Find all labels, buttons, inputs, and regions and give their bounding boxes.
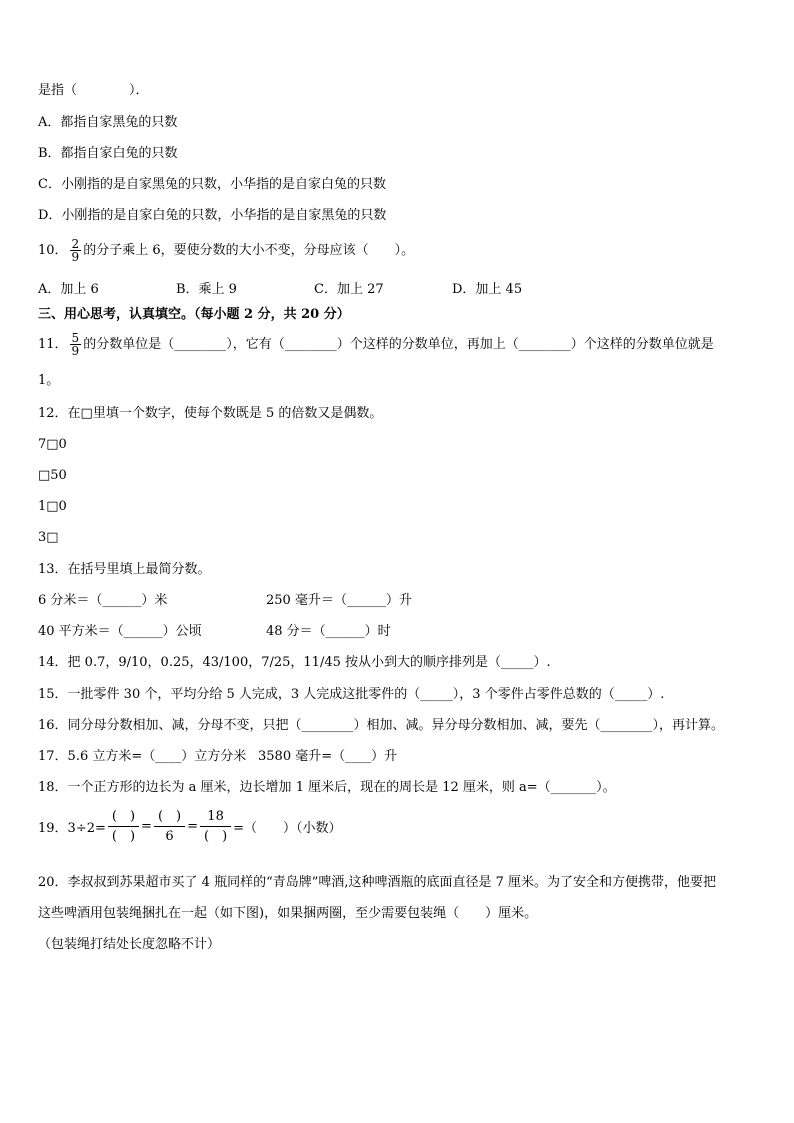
q19-lead: 19．3÷2=	[38, 821, 106, 836]
q10-fraction-denominator: 9	[71, 250, 80, 264]
q19-question	[38, 808, 342, 845]
q19-fraction-3	[200, 808, 231, 845]
q10-option-a: A．加上 6	[38, 282, 99, 297]
q11-question	[38, 332, 714, 357]
q11-fraction-numerator: 5	[71, 331, 80, 345]
section-3-heading: 三、用心思考，认真填空。（每小题 2 分，共 20 分）	[38, 307, 350, 322]
q19-fraction-2-denominator: 6	[165, 829, 174, 844]
q13-row-1	[38, 592, 412, 610]
q13-row2-left: 40 平方米＝（______）公顷	[38, 624, 202, 639]
q11-fraction	[70, 332, 82, 357]
q13-row1-right: 250 毫升＝（______）升	[266, 593, 412, 608]
q10-option-b: B．乘上 9	[176, 282, 237, 297]
q9-option-d: D．小刚指的是自家白兔的只数，小华指的是自家黑兔的只数	[38, 208, 387, 223]
q11-fraction-denominator: 9	[71, 344, 80, 358]
q9-option-a: A．都指自家黑兔的只数	[38, 115, 178, 130]
q12-item: □50	[38, 468, 67, 483]
q10-question	[38, 238, 414, 263]
q13-row-2	[38, 623, 391, 641]
q17-left: 17．5.6 立方米=（____）立方分米	[38, 749, 247, 764]
q20-line-2: 这些啤酒用包装绳捆扎在一起（如下图)，如果捆两圈，至少需要包装绳（ ）厘米。	[38, 906, 538, 921]
q12-question: 12．在□里填一个数字，使每个数既是 5 的倍数又是偶数。	[38, 406, 383, 421]
q13-row1-left: 6 分米＝（______）米	[38, 593, 168, 608]
q20-line-3: （包装绳打结处长度忽略不计）	[38, 937, 221, 952]
q14-question: 14．把 0.7，9/10，0.25，43/100，7/25，11/45 按从小到大的顺序排列是（_____）.	[38, 655, 551, 670]
q11-text: 的分数单位是（________），它有（________）个这样的分数单位，再加上（________）个这样的分数单位就是	[83, 337, 714, 352]
q10-fraction-numerator: 2	[71, 237, 80, 251]
q19-tail: =（ ）（小数）	[233, 821, 342, 836]
q19-fraction-2	[154, 808, 185, 845]
q20-line-1: 20．李叔叔到苏果超市买了 4 瓶同样的“青岛牌”啤酒,这种啤酒瓶的底面直径是 7 厘米。为了安全和方便携带，他要把	[38, 875, 717, 890]
q19-fraction-3-denominator: ( )	[204, 829, 228, 844]
q15-question: 15．一批零件 30 个，平均分给 5 人完成，3 人完成这批零件的（_____），3 个零件占零件总数的（_____）.	[38, 687, 665, 702]
q10-number: 10．	[38, 243, 68, 258]
q11-continuation: 1。	[38, 373, 60, 388]
q9-option-b: B．都指自家白兔的只数	[38, 146, 178, 161]
q10-option-d: D．加上 45	[452, 282, 523, 297]
q16-question: 16．同分母分数相加、减，分母不变，只把（________）相加、减。异分母分数相加、减，要先（________），再计算。	[38, 718, 725, 733]
q12-item: 3□	[38, 530, 59, 545]
q10-text: 的分子乘上 6，要使分数的大小不变，分母应该（ ）。	[83, 243, 415, 258]
q9-option-c: C．小刚指的是自家黑兔的只数，小华指的是自家白兔的只数	[38, 177, 386, 192]
q9-continuation: 是指（ ）．	[38, 83, 149, 98]
q13-row2-right: 48 分＝（______）时	[266, 624, 391, 639]
q19-equals: =	[187, 819, 198, 834]
q19-fraction-2-numerator: ( )	[154, 808, 185, 827]
q19-equals: =	[141, 819, 152, 834]
q17-right: 3580 毫升=（____）升	[258, 749, 398, 764]
q11-number: 11．	[38, 337, 68, 352]
q13-question: 13．在括号里填上最简分数。	[38, 562, 211, 577]
q19-fraction-1-numerator: ( )	[108, 808, 139, 827]
q19-fraction-1	[108, 808, 139, 845]
q17-question	[38, 748, 397, 766]
q10-fraction	[70, 238, 82, 263]
q19-fraction-3-numerator: 18	[200, 808, 231, 827]
q12-item: 1□0	[38, 499, 67, 514]
q18-question: 18．一个正方形的边长为 a 厘米，边长增加 1 厘米后，现在的周长是 12 厘米，则 a=（_______）。	[38, 780, 616, 795]
q10-option-c: C．加上 27	[314, 282, 384, 297]
q19-fraction-1-denominator: ( )	[111, 829, 136, 844]
q12-item: 7□0	[38, 437, 67, 452]
